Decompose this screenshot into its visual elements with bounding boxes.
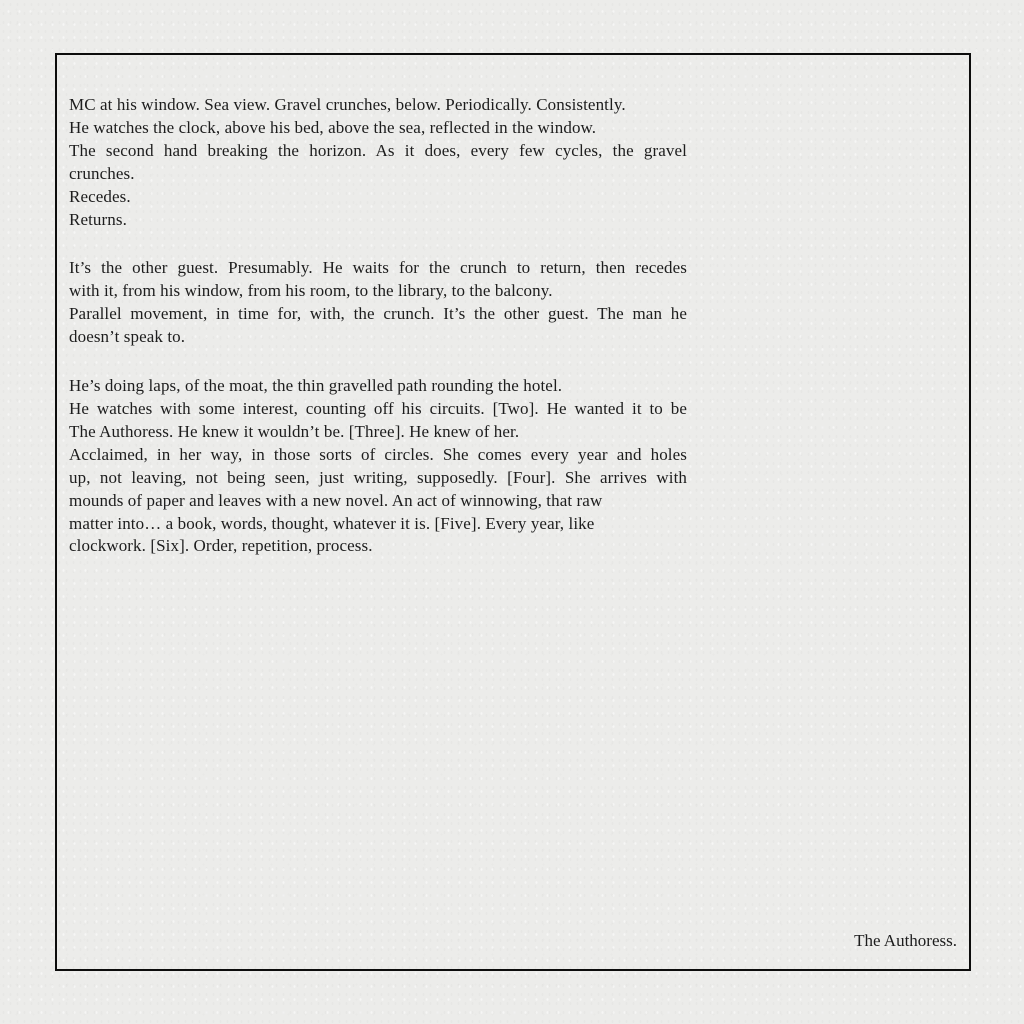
text-line: doesn’t speak to. <box>69 327 186 347</box>
text-line: The Authoress. He knew it wouldn’t be. [Three]. He knew of her. <box>69 421 520 441</box>
text-line: mounds of paper and leaves with a new novel. An act of winnowing, that raw <box>69 490 603 510</box>
signature: The Authoress. <box>854 931 957 951</box>
document-frame <box>55 53 971 971</box>
text-line: clockwork. [Six]. Order, repetition, process. <box>69 536 373 556</box>
paragraph <box>69 375 687 558</box>
text-line: He’s doing laps, of the moat, the thin gravelled path rounding the hotel. <box>69 376 563 396</box>
paragraph <box>69 94 687 231</box>
text-line: Parallel movement, in time for, with, the crunch. It’s the other guest. The man he <box>69 304 687 324</box>
text-line: MC at his window. Sea view. Gravel crunches, below. Periodically. Consistently. <box>69 95 626 114</box>
text-line: Recedes. <box>69 186 131 206</box>
text-line: crunches. <box>69 163 135 183</box>
text-line: He watches the clock, above his bed, above the sea, reflected in the window. <box>69 117 597 137</box>
paragraph <box>69 257 687 349</box>
text-line: up, not leaving, not being seen, just writing, supposedly. [Four]. She arrives with <box>69 467 687 487</box>
text-line: with it, from his window, from his room, to the library, to the balcony. <box>69 281 553 301</box>
text-line: matter into… a book, words, thought, whatever it is. [Five]. Every year, like <box>69 513 595 533</box>
text-line: It’s the other guest. Presumably. He waits for the crunch to return, then recedes <box>69 258 687 278</box>
text-line: He watches with some interest, counting off his circuits. [Two]. He wanted it to be <box>69 398 687 418</box>
document-text <box>69 94 687 558</box>
text-line: Returns. <box>69 209 127 229</box>
text-line: The second hand breaking the horizon. As it does, every few cycles, the gravel <box>69 140 687 160</box>
text-line: Acclaimed, in her way, in those sorts of circles. She comes every year and holes <box>69 444 687 464</box>
